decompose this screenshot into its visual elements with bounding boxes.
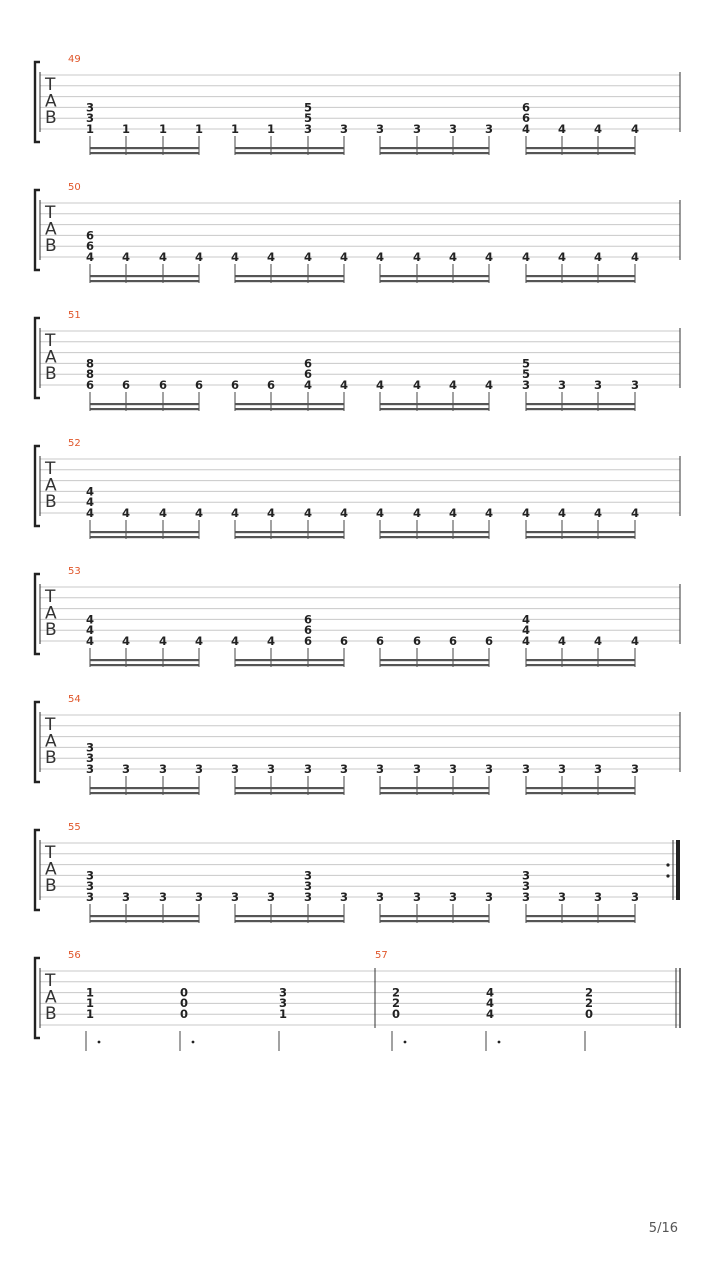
fret-number: 3	[630, 890, 640, 904]
fret-number: 0	[179, 996, 189, 1011]
system-2	[35, 182, 680, 283]
beam	[235, 147, 344, 149]
rhythm-dot	[404, 1041, 407, 1044]
beam	[235, 152, 344, 154]
beam	[235, 664, 344, 666]
fret-number: 6	[375, 634, 385, 648]
fret-number: 4	[121, 634, 131, 648]
fret-number: 4	[593, 122, 603, 136]
fret-number: 1	[194, 122, 204, 136]
fret-number: 4	[303, 378, 313, 392]
fret-number: 6	[303, 623, 313, 638]
fret-number: 2	[584, 996, 594, 1011]
fret-number: 4	[521, 634, 531, 648]
fret-number: 5	[303, 111, 313, 126]
beam	[380, 664, 489, 666]
fret-number: 6	[303, 634, 313, 648]
beam	[526, 408, 635, 410]
system-bracket	[35, 702, 40, 782]
fret-number: 3	[593, 378, 603, 392]
measure-number: 57	[375, 950, 388, 961]
fret-number: 4	[194, 250, 204, 264]
tab-clef-letter: T	[45, 203, 56, 223]
beam	[90, 147, 199, 149]
repeat-dot	[666, 863, 669, 866]
beam	[526, 152, 635, 154]
system-bracket	[35, 318, 40, 398]
beam	[526, 403, 635, 405]
fret-number: 3	[303, 879, 313, 894]
fret-number: 3	[339, 122, 349, 136]
tab-clef-letter: A	[45, 603, 57, 624]
fret-number: 4	[521, 250, 531, 264]
beam	[380, 531, 489, 533]
fret-number: 6	[484, 634, 494, 648]
beam	[235, 531, 344, 533]
beam	[526, 787, 635, 789]
beam	[526, 531, 635, 533]
fret-number: 4	[303, 506, 313, 520]
tab-clef-letter: B	[45, 108, 57, 128]
fret-number: 4	[339, 250, 349, 264]
fret-number: 3	[303, 868, 313, 883]
fret-number: 4	[557, 122, 567, 136]
fret-number: 4	[85, 495, 95, 510]
fret-number: 3	[230, 762, 240, 776]
tab-clef-letter: A	[45, 987, 57, 1008]
fret-number: 4	[484, 250, 494, 264]
fret-number: 4	[593, 250, 603, 264]
fret-number: 4	[375, 506, 385, 520]
fret-number: 4	[266, 506, 276, 520]
beam	[90, 787, 199, 789]
measure-number: 51	[68, 310, 81, 321]
fret-number: 3	[521, 890, 531, 904]
system-bracket	[35, 62, 40, 142]
tab-clef-letter: T	[45, 971, 56, 991]
beam	[90, 659, 199, 661]
fret-number: 3	[375, 890, 385, 904]
tab-clef-letter: B	[45, 364, 57, 384]
system-bracket	[35, 830, 40, 910]
fret-number: 5	[521, 356, 531, 371]
fret-number: 1	[121, 122, 131, 136]
measure-number: 53	[68, 566, 81, 577]
fret-number: 4	[85, 612, 95, 627]
tab-clef-letter: A	[45, 731, 57, 752]
fret-number: 6	[266, 378, 276, 392]
repeat-dot	[666, 874, 669, 877]
beam	[235, 787, 344, 789]
fret-number: 3	[266, 762, 276, 776]
fret-number: 4	[412, 506, 422, 520]
fret-number: 3	[484, 762, 494, 776]
fret-number: 4	[303, 250, 313, 264]
fret-number: 6	[121, 378, 131, 392]
beam	[235, 280, 344, 282]
fret-number: 3	[85, 879, 95, 894]
fret-number: 3	[521, 879, 531, 894]
fret-number: 3	[85, 751, 95, 766]
fret-number: 1	[278, 1007, 288, 1021]
fret-number: 4	[412, 250, 422, 264]
fret-number: 0	[179, 1007, 189, 1021]
beam	[90, 280, 199, 282]
fret-number: 5	[303, 100, 313, 115]
fret-number: 4	[194, 634, 204, 648]
beam	[526, 280, 635, 282]
fret-number: 3	[194, 762, 204, 776]
fret-number: 3	[593, 762, 603, 776]
tab-clef-letter: B	[45, 1004, 57, 1024]
beam	[380, 787, 489, 789]
fret-number: 3	[230, 890, 240, 904]
fret-number: 3	[266, 890, 276, 904]
system-1	[35, 54, 680, 155]
system-bracket	[35, 190, 40, 270]
tab-clef-letter: T	[45, 587, 56, 607]
tab-clef-letter: A	[45, 347, 57, 368]
fret-number: 1	[266, 122, 276, 136]
fret-number: 4	[630, 634, 640, 648]
fret-number: 4	[557, 634, 567, 648]
fret-number: 6	[412, 634, 422, 648]
beam	[90, 408, 199, 410]
fret-number: 4	[266, 250, 276, 264]
fret-number: 4	[230, 506, 240, 520]
beam	[526, 664, 635, 666]
system-4	[35, 438, 680, 539]
beam	[380, 275, 489, 277]
beam	[526, 536, 635, 538]
fret-number: 4	[85, 484, 95, 499]
fret-number: 3	[593, 890, 603, 904]
fret-number: 3	[85, 740, 95, 755]
fret-number: 4	[230, 250, 240, 264]
rhythm-dot	[192, 1041, 195, 1044]
fret-number: 3	[412, 762, 422, 776]
tab-clef-letter: T	[45, 843, 56, 863]
fret-number: 4	[630, 506, 640, 520]
fret-number: 4	[194, 506, 204, 520]
beam	[380, 147, 489, 149]
fret-number: 4	[593, 506, 603, 520]
fret-number: 4	[339, 378, 349, 392]
fret-number: 3	[448, 122, 458, 136]
fret-number: 4	[158, 634, 168, 648]
measure-number: 55	[68, 822, 81, 833]
beam	[90, 403, 199, 405]
beam	[526, 920, 635, 922]
beam	[235, 536, 344, 538]
fret-number: 4	[485, 996, 495, 1011]
tab-clef-letter: A	[45, 475, 57, 496]
fret-number: 0	[584, 1007, 594, 1021]
beam	[90, 664, 199, 666]
fret-number: 3	[121, 762, 131, 776]
fret-number: 4	[521, 612, 531, 627]
beam	[380, 152, 489, 154]
fret-number: 6	[158, 378, 168, 392]
system-bracket	[35, 446, 40, 526]
tab-clef-letter: A	[45, 859, 57, 880]
beam	[90, 152, 199, 154]
fret-number: 4	[266, 634, 276, 648]
beam	[235, 408, 344, 410]
fret-number: 3	[375, 762, 385, 776]
fret-number: 4	[557, 250, 567, 264]
system-bracket	[35, 958, 40, 1038]
fret-number: 3	[339, 890, 349, 904]
fret-number: 3	[85, 111, 95, 126]
tab-clef-letter: T	[45, 715, 56, 735]
fret-number: 8	[85, 356, 95, 371]
tab-clef-letter: T	[45, 459, 56, 479]
fret-number: 3	[557, 762, 567, 776]
fret-number: 4	[448, 250, 458, 264]
fret-number: 6	[303, 356, 313, 371]
fret-number: 3	[194, 890, 204, 904]
fret-number: 4	[630, 122, 640, 136]
fret-number: 4	[339, 506, 349, 520]
fret-number: 1	[158, 122, 168, 136]
fret-number: 4	[485, 985, 495, 1000]
fret-number: 1	[85, 985, 95, 1000]
fret-number: 3	[557, 890, 567, 904]
fret-number: 4	[85, 623, 95, 638]
beam	[380, 659, 489, 661]
beam	[526, 659, 635, 661]
beam	[235, 403, 344, 405]
fret-number: 3	[85, 890, 95, 904]
fret-number: 4	[121, 250, 131, 264]
fret-number: 6	[85, 378, 95, 392]
fret-number: 3	[521, 762, 531, 776]
fret-number: 3	[158, 762, 168, 776]
beam	[380, 403, 489, 405]
fret-number: 4	[158, 250, 168, 264]
fret-number: 1	[85, 122, 95, 136]
fret-number: 4	[375, 250, 385, 264]
beam	[380, 280, 489, 282]
fret-number: 3	[85, 762, 95, 776]
fret-number: 3	[521, 378, 531, 392]
system-6	[35, 694, 680, 795]
fret-number: 4	[448, 506, 458, 520]
fret-number: 3	[278, 985, 288, 1000]
beam	[90, 531, 199, 533]
beam	[235, 659, 344, 661]
fret-number: 4	[412, 378, 422, 392]
tab-clef-letter: B	[45, 492, 57, 512]
fret-number: 4	[521, 623, 531, 638]
beam	[526, 792, 635, 794]
fret-number: 4	[85, 250, 95, 264]
fret-number: 6	[230, 378, 240, 392]
beam	[235, 915, 344, 917]
beam	[235, 792, 344, 794]
tab-clef-letter: T	[45, 331, 56, 351]
beam	[90, 275, 199, 277]
fret-number: 1	[85, 996, 95, 1011]
fret-number: 2	[391, 996, 401, 1011]
fret-number: 3	[557, 378, 567, 392]
page-number: 5/16	[648, 1221, 678, 1236]
beam	[90, 792, 199, 794]
beam	[526, 275, 635, 277]
fret-number: 3	[448, 890, 458, 904]
fret-number: 6	[85, 239, 95, 254]
fret-number: 2	[584, 985, 594, 1000]
fret-number: 3	[339, 762, 349, 776]
repeat-thick-bar	[676, 840, 680, 900]
beam	[380, 920, 489, 922]
fret-number: 4	[485, 1007, 495, 1021]
tab-clef-letter: A	[45, 91, 57, 112]
measure-number: 54	[68, 694, 81, 705]
system-7	[35, 822, 680, 923]
fret-number: 2	[391, 985, 401, 1000]
measure-number: 49	[68, 54, 81, 65]
beam	[380, 915, 489, 917]
system-3	[35, 310, 680, 411]
fret-number: 4	[521, 122, 531, 136]
fret-number: 4	[484, 506, 494, 520]
fret-number: 4	[375, 378, 385, 392]
tab-clef-letter: B	[45, 236, 57, 256]
fret-number: 6	[85, 228, 95, 243]
system-5	[35, 566, 680, 667]
fret-number: 5	[521, 367, 531, 382]
measure-number: 50	[68, 182, 81, 193]
fret-number: 3	[448, 762, 458, 776]
fret-number: 4	[85, 506, 95, 520]
fret-number: 3	[303, 890, 313, 904]
fret-number: 3	[521, 868, 531, 883]
beam	[526, 915, 635, 917]
fret-number: 4	[121, 506, 131, 520]
fret-number: 0	[179, 985, 189, 1000]
measure-number: 52	[68, 438, 81, 449]
fret-number: 4	[448, 378, 458, 392]
fret-number: 4	[230, 634, 240, 648]
fret-number: 3	[121, 890, 131, 904]
rhythm-dot	[98, 1041, 101, 1044]
rhythm-dot	[498, 1041, 501, 1044]
fret-number: 3	[303, 122, 313, 136]
fret-number: 6	[521, 100, 531, 115]
fret-number: 3	[630, 378, 640, 392]
fret-number: 3	[630, 762, 640, 776]
fret-number: 3	[375, 122, 385, 136]
fret-number: 3	[85, 100, 95, 115]
fret-number: 4	[593, 634, 603, 648]
fret-number: 3	[278, 996, 288, 1011]
fret-number: 6	[194, 378, 204, 392]
beam	[235, 275, 344, 277]
fret-number: 3	[85, 868, 95, 883]
fret-number: 3	[412, 122, 422, 136]
tab-clef-letter: T	[45, 75, 56, 95]
tab-clef-letter: A	[45, 219, 57, 240]
fret-number: 4	[630, 250, 640, 264]
beam	[526, 147, 635, 149]
fret-number: 0	[391, 1007, 401, 1021]
fret-number: 6	[303, 367, 313, 382]
beam	[380, 792, 489, 794]
fret-number: 1	[85, 1007, 95, 1021]
tab-clef-letter: B	[45, 876, 57, 896]
beam	[235, 920, 344, 922]
beam	[90, 915, 199, 917]
fret-number: 6	[521, 111, 531, 126]
beam	[90, 920, 199, 922]
fret-number: 6	[448, 634, 458, 648]
beam	[380, 536, 489, 538]
fret-number: 6	[303, 612, 313, 627]
fret-number: 3	[412, 890, 422, 904]
fret-number: 4	[85, 634, 95, 648]
beam	[380, 408, 489, 410]
measure-number: 56	[68, 950, 81, 961]
tab-clef-letter: B	[45, 620, 57, 640]
fret-number: 4	[557, 506, 567, 520]
fret-number: 4	[521, 506, 531, 520]
fret-number: 3	[158, 890, 168, 904]
fret-number: 3	[303, 762, 313, 776]
beam	[90, 536, 199, 538]
fret-number: 1	[230, 122, 240, 136]
fret-number: 6	[339, 634, 349, 648]
fret-number: 3	[484, 122, 494, 136]
fret-number: 8	[85, 367, 95, 382]
system-bracket	[35, 574, 40, 654]
fret-number: 4	[158, 506, 168, 520]
fret-number: 3	[484, 890, 494, 904]
system-8	[35, 950, 680, 1051]
fret-number: 4	[484, 378, 494, 392]
tab-clef-letter: B	[45, 748, 57, 768]
